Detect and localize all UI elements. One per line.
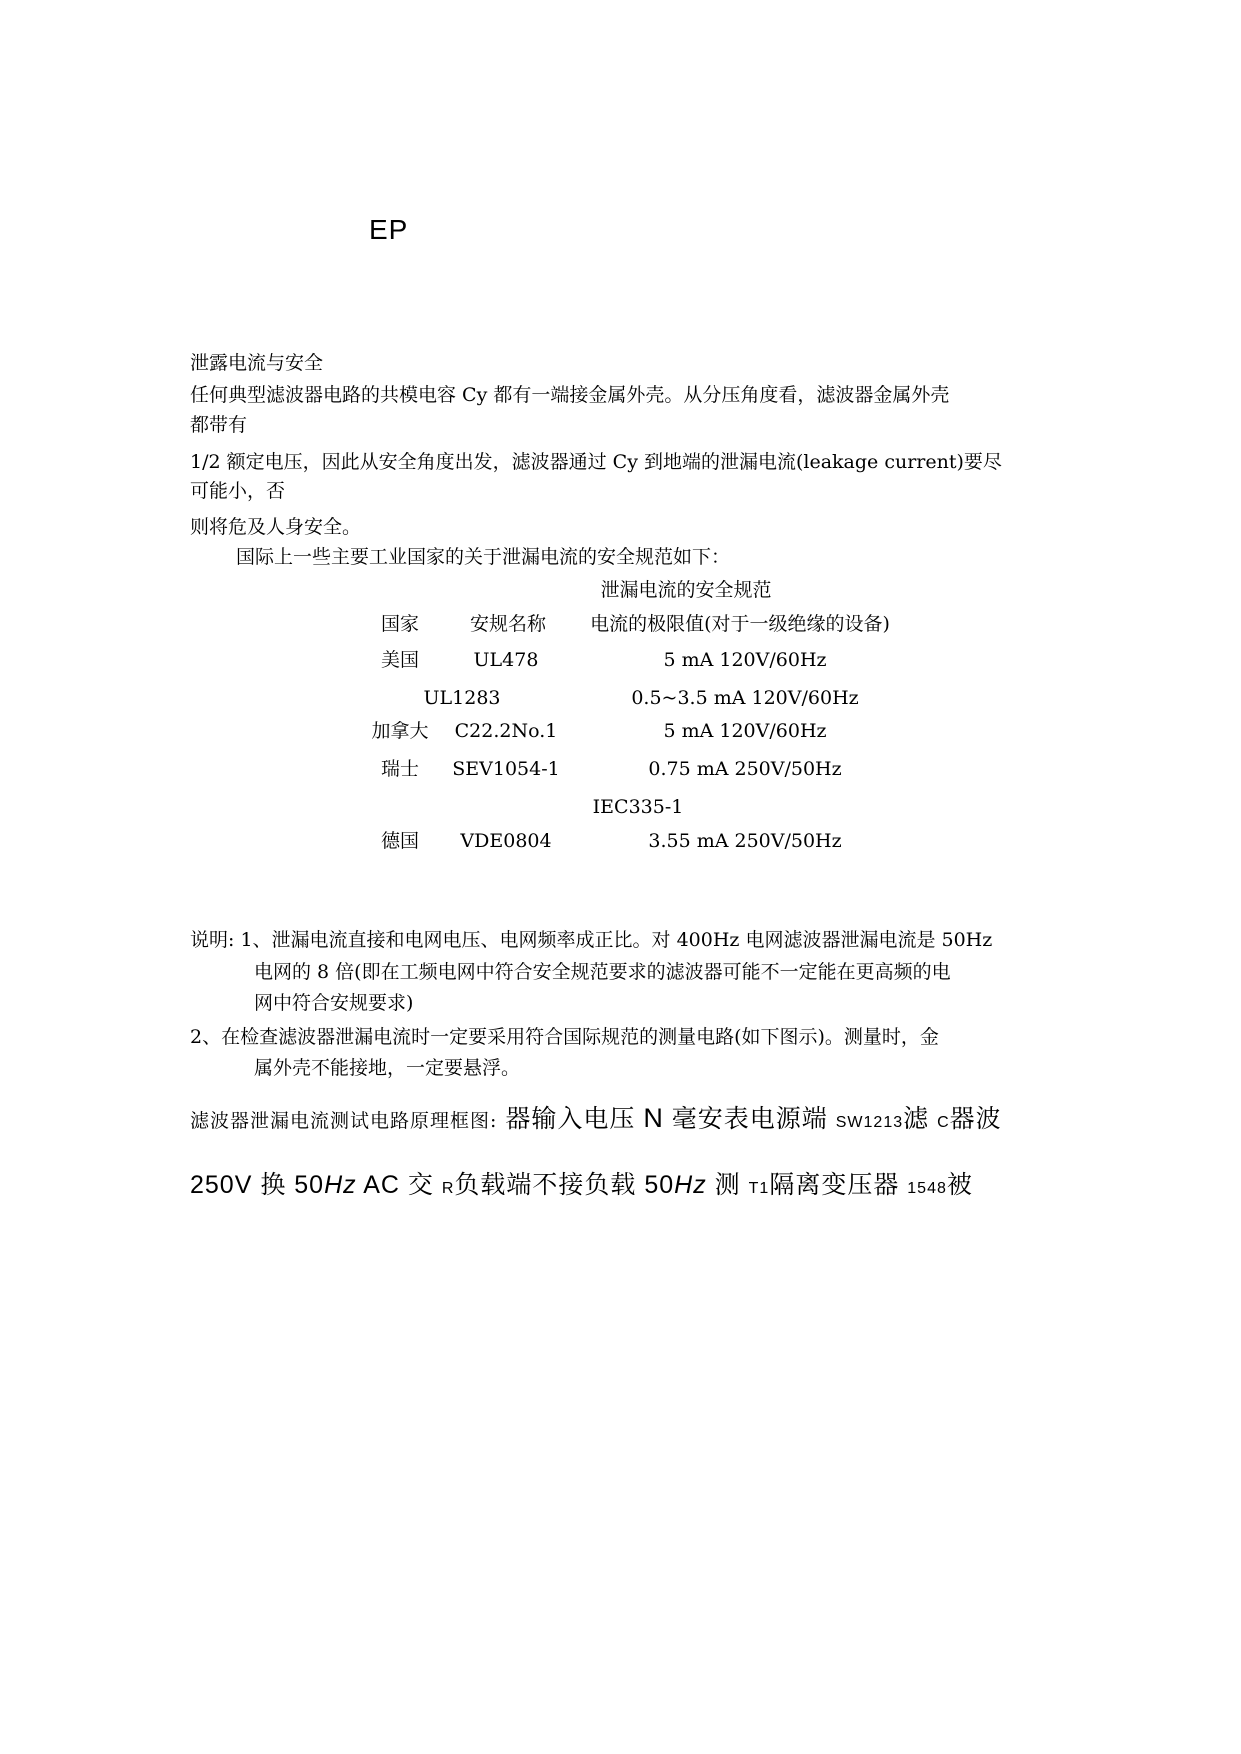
table-cell-limit: 3.55 mA 250V/50Hz <box>648 830 842 852</box>
table-header-country: 国家 <box>380 613 420 635</box>
diagram-label: SW1213 <box>835 1114 904 1131</box>
diagram-label: Hz <box>324 1171 357 1199</box>
diagram-label: 毫安表电源端 <box>671 1105 828 1133</box>
table-cell-limit: 0.5~3.5 mA 120V/60Hz <box>631 687 859 709</box>
note-line: 电网的 8 倍(即在工频电网中符合安全规范要求的滤波器可能不一定能在更高频的电 <box>254 961 951 983</box>
diagram-label: 隔离变压器 <box>769 1171 900 1199</box>
note-line: 属外壳不能接地，一定要悬浮。 <box>254 1057 521 1079</box>
diagram-label: C <box>937 1114 950 1131</box>
diagram-label: N <box>643 1103 664 1133</box>
diagram-label: Hz <box>674 1171 707 1199</box>
table-cell-standard: VDE0804 <box>460 830 552 852</box>
logo: EP <box>369 214 409 245</box>
paragraph-line: 则将危及人身安全。 <box>190 516 362 538</box>
table-cell-country: 瑞士 <box>380 758 420 780</box>
note-line: 网中符合安规要求) <box>254 992 414 1014</box>
table-cell-country: 加拿大 <box>371 720 429 742</box>
diagram-label: 1548 <box>907 1180 947 1197</box>
diagram-label: R <box>441 1180 455 1197</box>
diagram-text-line <box>190 1170 973 1204</box>
paragraph-line: 1/2 额定电压，因此从安全角度出发，滤波器通过 Cy 到地端的泄漏电流(leakage current)要尽 <box>190 451 1002 473</box>
paragraph-line: 都带有 <box>190 414 248 436</box>
table-cell-standard: IEC335-1 <box>592 796 684 818</box>
diagram-label: T1 <box>748 1180 770 1197</box>
diagram-label: 测 <box>706 1171 749 1199</box>
table-cell-limit: 0.75 mA 250V/50Hz <box>648 758 842 780</box>
diagram-label: 滤 <box>903 1105 930 1133</box>
diagram-label: AC 交 <box>356 1171 442 1199</box>
table-cell-country: 德国 <box>380 830 420 852</box>
diagram-label: 器输入电压 <box>505 1105 636 1133</box>
diagram-lead: 滤波器泄漏电流测试电路原理框图: <box>190 1110 498 1132</box>
diagram-label: 负载端不接负载 50 <box>454 1171 675 1199</box>
diagram-label: 器波 <box>949 1105 1002 1133</box>
section-title: 泄露电流与安全 <box>190 352 324 374</box>
table-cell-limit: 5 mA 120V/60Hz <box>663 649 827 671</box>
table-cell-standard: C22.2No.1 <box>454 720 558 742</box>
table-cell-limit: 5 mA 120V/60Hz <box>663 720 827 742</box>
paragraph-line: 任何典型滤波器电路的共模电容 Cy 都有一端接金属外壳。从分压角度看，滤波器金属外壳 <box>190 384 950 406</box>
table-cell-standard: UL478 <box>473 649 539 671</box>
table-caption: 泄漏电流的安全规范 <box>600 579 772 601</box>
diagram-text-line <box>190 1103 1002 1138</box>
note-line: 2、在检查滤波器泄漏电流时一定要采用符合国际规范的测量电路(如下图示)。测量时，金 <box>190 1026 939 1048</box>
note-line: 说明: 1、泄漏电流直接和电网电压、电网频率成正比。对 400Hz 电网滤波器泄漏电流是 50Hz <box>190 929 993 951</box>
table-header-standard: 安规名称 <box>469 613 547 635</box>
paragraph-line: 可能小，否 <box>190 480 286 502</box>
diagram-label: 被 <box>946 1171 973 1199</box>
paragraph-line: 国际上一些主要工业国家的关于泄漏电流的安全规范如下： <box>236 546 731 568</box>
table-cell-standard: SEV1054-1 <box>452 758 560 780</box>
table-cell-standard: UL1283 <box>423 687 501 709</box>
diagram-label: 250V 换 50 <box>190 1171 325 1199</box>
table-header-limit: 电流的极限值(对于一级绝缘的设备) <box>590 613 890 635</box>
table-cell-country: 美国 <box>380 649 420 671</box>
